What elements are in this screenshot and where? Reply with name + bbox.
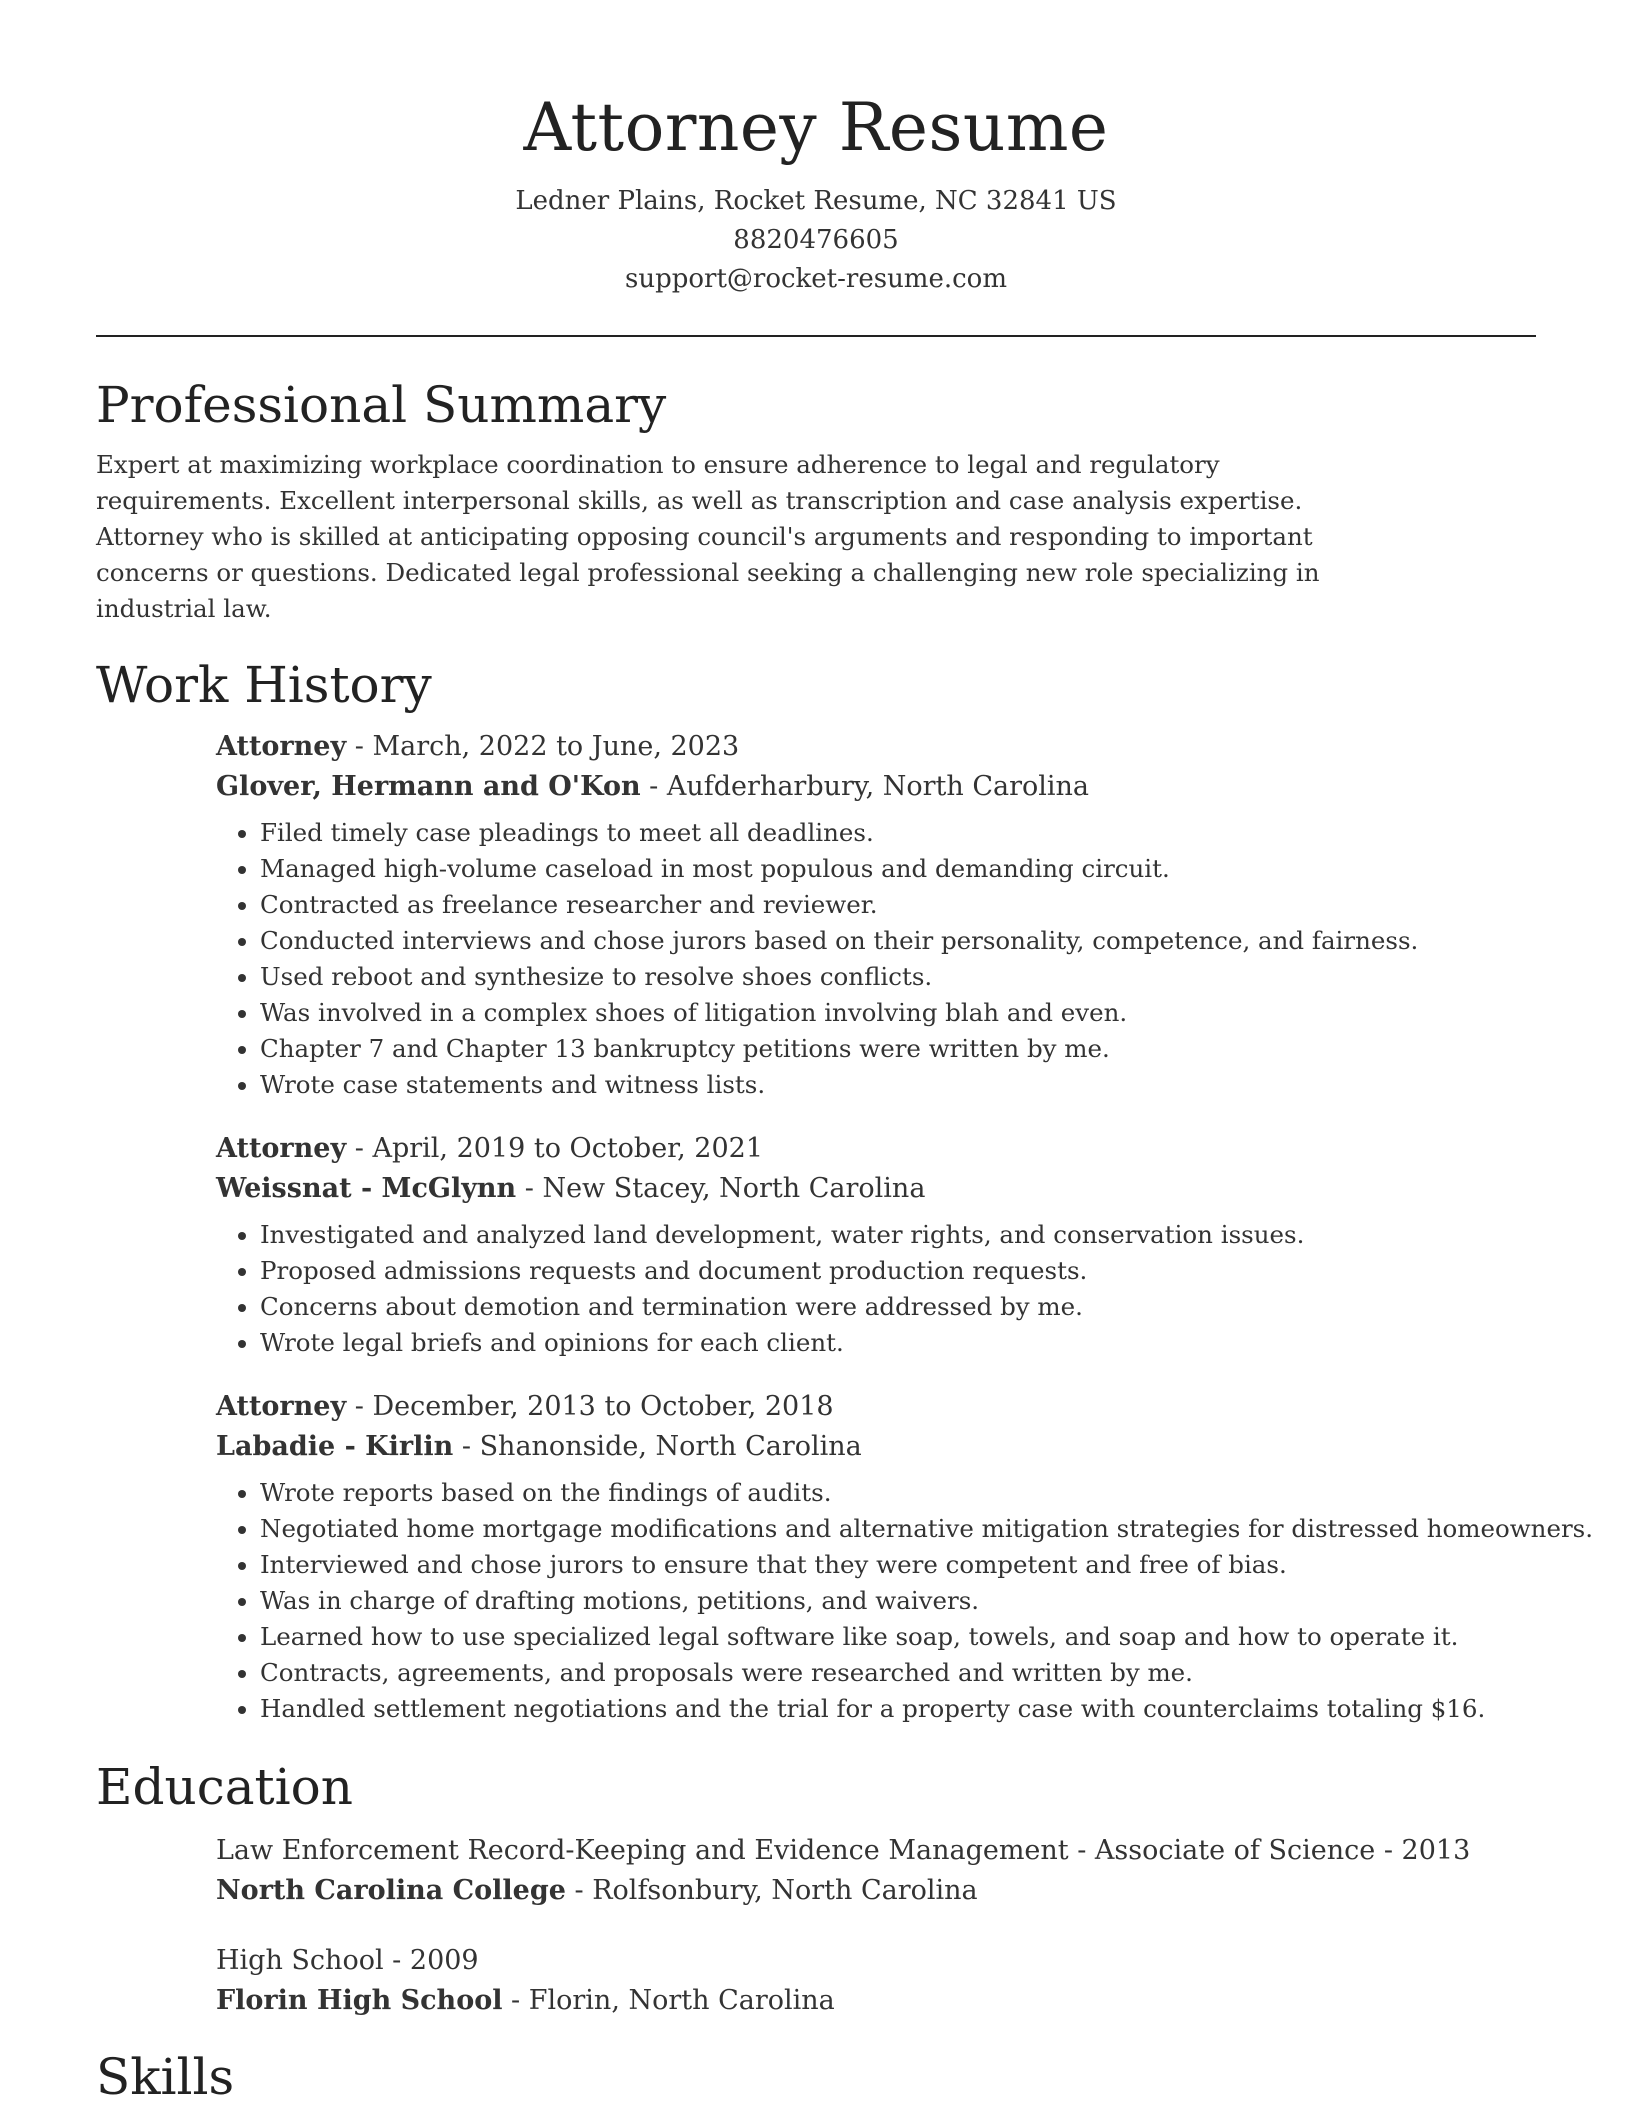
summary-heading: Professional Summary bbox=[96, 376, 667, 434]
separator: - bbox=[502, 1985, 529, 2016]
education-degree: Law Enforcement Record-Keeping and Evidence Management - Associate of Science bbox=[216, 1835, 1376, 1866]
job-title-line bbox=[216, 727, 1536, 767]
job-bullet: • Conducted interviews and chose jurors based on their personality, competence, and fairness. bbox=[260, 923, 1536, 959]
summary-text: Expert at maximizing workplace coordination to ensure adherence to legal and regulatory requirements. Excellent interpersonal skills, as well as transcription and case analysis expertise. Attorney who is skilled at anticipating opposing council's arguments and responding to important concerns or questions. Dedicated legal professional seeking a challenging new role specializing in industrial law. bbox=[96, 450, 1320, 623]
job-title: Attorney bbox=[216, 1391, 347, 1422]
education-entry bbox=[216, 1831, 1536, 1911]
resume-page bbox=[96, 0, 1594, 2109]
job-title: Attorney bbox=[216, 731, 347, 762]
education-degree-line bbox=[216, 1831, 1536, 1871]
job-bullets bbox=[216, 1475, 1594, 1727]
job-bullet: • Concerns about demotion and termination were addressed by me. bbox=[260, 1289, 1536, 1325]
separator: - bbox=[1375, 1835, 1402, 1866]
contact-email: support@rocket-resume.com bbox=[624, 264, 1007, 294]
job-company-line bbox=[216, 767, 1536, 807]
job-bullet: • Wrote reports based on the findings of audits. bbox=[260, 1475, 1536, 1511]
job-bullet: • Chapter 7 and Chapter 13 bankruptcy petitions were written by me. bbox=[260, 1031, 1536, 1067]
job-bullet: • Used reboot and synthesize to resolve shoes conflicts. bbox=[260, 959, 1536, 995]
job-bullet: • Handled settlement negotiations and the trial for a property case with counterclaims totaling $16. bbox=[260, 1691, 1536, 1727]
education-school-line bbox=[216, 1871, 1536, 1911]
job-entry bbox=[216, 1387, 1594, 1727]
education-degree: High School bbox=[216, 1945, 384, 1976]
job-bullet: • Filed timely case pleadings to meet all deadlines. bbox=[260, 815, 1536, 851]
separator: - bbox=[346, 1133, 373, 1164]
education-location: Florin, North Carolina bbox=[528, 1985, 835, 2016]
job-entry bbox=[216, 727, 1536, 1103]
education-degree-line bbox=[216, 1941, 1536, 1981]
education-list bbox=[216, 1831, 1536, 2021]
separator: - bbox=[565, 1875, 593, 1906]
separator: - bbox=[640, 771, 667, 802]
job-bullet: • Wrote legal briefs and opinions for each client. bbox=[260, 1325, 1536, 1361]
job-bullets bbox=[216, 815, 1536, 1103]
job-company-line bbox=[216, 1169, 1536, 1209]
job-bullet: • Proposed admissions requests and document production requests. bbox=[260, 1253, 1536, 1289]
work-history-list bbox=[216, 727, 1594, 1727]
job-bullet: • Wrote case statements and witness lists. bbox=[260, 1067, 1536, 1103]
skills-heading: Skills bbox=[96, 2048, 235, 2106]
job-bullets bbox=[216, 1217, 1536, 1361]
contact-phone: 8820476605 bbox=[733, 225, 899, 255]
job-dates: April, 2019 to October, 2021 bbox=[372, 1133, 764, 1164]
separator: - bbox=[346, 1391, 373, 1422]
education-school: North Carolina College bbox=[216, 1875, 566, 1906]
education-location: Rolfsonbury, North Carolina bbox=[592, 1875, 978, 1906]
job-bullet: • Managed high-volume caseload in most populous and demanding circuit. bbox=[260, 851, 1536, 887]
education-school: Florin High School bbox=[216, 1985, 503, 2016]
job-title-line bbox=[216, 1387, 1536, 1427]
separator: - bbox=[516, 1173, 543, 1204]
job-location: New Stacey, North Carolina bbox=[542, 1173, 926, 1204]
job-dates: December, 2013 to October, 2018 bbox=[372, 1391, 834, 1422]
separator: - bbox=[383, 1945, 410, 1976]
separator: - bbox=[453, 1431, 480, 1462]
education-year: 2009 bbox=[409, 1945, 479, 1976]
work-history-heading: Work History bbox=[96, 656, 432, 714]
job-company: Glover, Hermann and O'Kon bbox=[216, 771, 641, 802]
job-bullet: • Was involved in a complex shoes of litigation involving blah and even. bbox=[260, 995, 1536, 1031]
job-company-line bbox=[216, 1427, 1536, 1467]
job-location: Aufderharbury, North Carolina bbox=[666, 771, 1090, 802]
header-divider bbox=[96, 335, 1536, 337]
education-year: 2013 bbox=[1401, 1835, 1471, 1866]
job-bullet: • Negotiated home mortgage modifications and alternative mitigation strategies for distressed homeowners. bbox=[260, 1511, 1536, 1547]
education-school-line bbox=[216, 1981, 1536, 2021]
job-company: Labadie - Kirlin bbox=[216, 1431, 454, 1462]
job-dates: March, 2022 to June, 2023 bbox=[372, 731, 740, 762]
job-entry bbox=[216, 1129, 1536, 1361]
job-bullet: • Was in charge of drafting motions, petitions, and waivers. bbox=[260, 1583, 1536, 1619]
job-title: Attorney bbox=[216, 1133, 347, 1164]
job-company: Weissnat - McGlynn bbox=[216, 1173, 517, 1204]
job-title-line bbox=[216, 1129, 1536, 1169]
contact-address: Ledner Plains, Rocket Resume, NC 32841 US bbox=[515, 186, 1117, 216]
job-bullet: • Investigated and analyzed land development, water rights, and conservation issues. bbox=[260, 1217, 1536, 1253]
resume-header bbox=[96, 0, 1536, 299]
job-location: Shanonside, North Carolina bbox=[479, 1431, 862, 1462]
education-heading: Education bbox=[96, 1758, 353, 1816]
education-entry bbox=[216, 1941, 1536, 2021]
job-bullet: • Learned how to use specialized legal software like soap, towels, and soap and how to operate it. bbox=[260, 1619, 1536, 1655]
resume-title: Attorney Resume bbox=[523, 89, 1109, 166]
job-bullet: • Contracted as freelance researcher and reviewer. bbox=[260, 887, 1536, 923]
job-bullet: • Interviewed and chose jurors to ensure that they were competent and free of bias. bbox=[260, 1547, 1536, 1583]
separator: - bbox=[346, 731, 373, 762]
job-bullet: • Contracts, agreements, and proposals were researched and written by me. bbox=[260, 1655, 1536, 1691]
